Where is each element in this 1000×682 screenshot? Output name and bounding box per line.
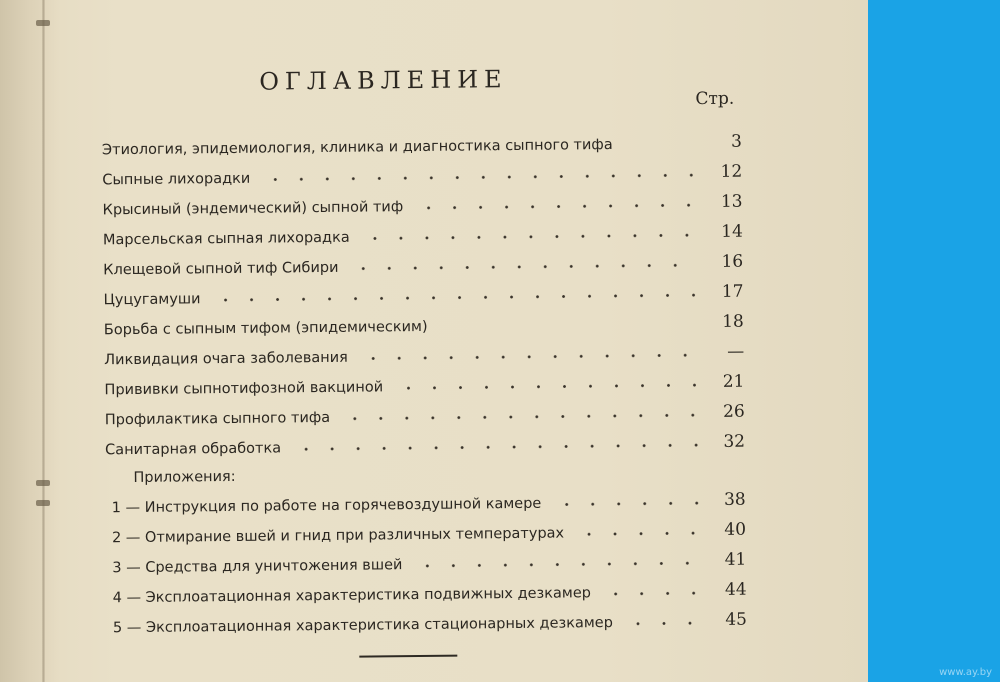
dot-leader [287,443,701,451]
toc-entry-label: Марсельская сыпная лихорадка [102,229,350,249]
dot-leader [389,383,700,390]
toc-entry-label: Ликвидация очага заболевания [104,349,348,369]
appendix-entry-label: 3 — Средства для уничтожения вшей [112,557,403,577]
toc-entry-page: 18 [722,311,744,332]
toc-entry-page: 32 [723,431,746,452]
toc-entry-label: Санитарная обработка [105,440,282,459]
dot-leader [570,531,702,536]
dot-leader [597,591,703,596]
appendix-entry-label: 5 — Эксплоатационная характеристика стационарных дезкамер [112,614,613,637]
watermark: www.ay.by [939,667,992,678]
toc-entry-label: Крысиный (эндемический) сыпной тиф [102,199,404,219]
dot-leader [344,263,699,271]
appendix-entry-page: 38 [723,489,746,510]
appendix-entry-page: 45 [725,609,748,630]
dot-leader [619,143,698,148]
appendix-entry [107,600,747,637]
toc-entry-label: Борьба с сыпным тифом (эпидемическим) [103,318,428,339]
appendix-entry-page: 41 [724,549,747,570]
toc-entry-label: Прививки сыпнотифозной вакциной [104,379,384,399]
toc-entry-page: 21 [722,371,745,392]
dot-leader [619,621,703,626]
dot-leader [336,413,701,421]
toc-entry-page: 12 [720,161,743,182]
dot-leader [354,353,700,361]
toc-entry-label: Цуцугамуши [103,291,201,309]
appendix-entry-label: 2 — Отмирание вшей и гнид при различных температурах [111,525,565,547]
toc-entry-page: 26 [723,401,745,422]
toc-entry-page: — [727,341,745,362]
dot-leader [207,293,700,302]
toc-entry-label: Этиология, эпидемиология, клиника и диагностика сыпного тифа [101,136,613,159]
closing-rule [359,655,457,658]
dot-leader [434,323,700,330]
appendix-entry-label: 1 — Инструкция по работе на горячевоздушной камере [111,495,542,517]
appendix-entry-page: 40 [724,519,747,540]
dot-leader [356,233,699,241]
toc-entry-page: 16 [721,251,744,272]
appendix-entry-label: 4 — Эксплоатационная характеристика подвижных дезкамер [112,585,592,607]
toc-entry-label: Сыпные лихорадки [102,170,251,189]
toc-entry-page: 14 [721,221,743,242]
toc-entry-label: Профилактика сыпного тифа [104,409,331,429]
appendix-entry-page: 44 [724,579,747,600]
toc-entry-page: 3 [731,131,743,152]
toc-entry-page: 13 [720,191,743,212]
dot-leader [256,173,698,182]
dot-leader [547,501,701,507]
page-column-label: Стр. [695,88,735,110]
toc-entry-page: 17 [721,281,744,302]
toc-entry-label: Клещевой сыпной тиф Сибири [103,259,339,279]
appendix-heading: Приложения: [133,468,236,487]
toc-list [102,122,747,637]
toc-title: ОГЛАВЛЕНИЕ [259,65,508,96]
dot-leader [408,561,702,568]
dot-leader [409,203,698,210]
